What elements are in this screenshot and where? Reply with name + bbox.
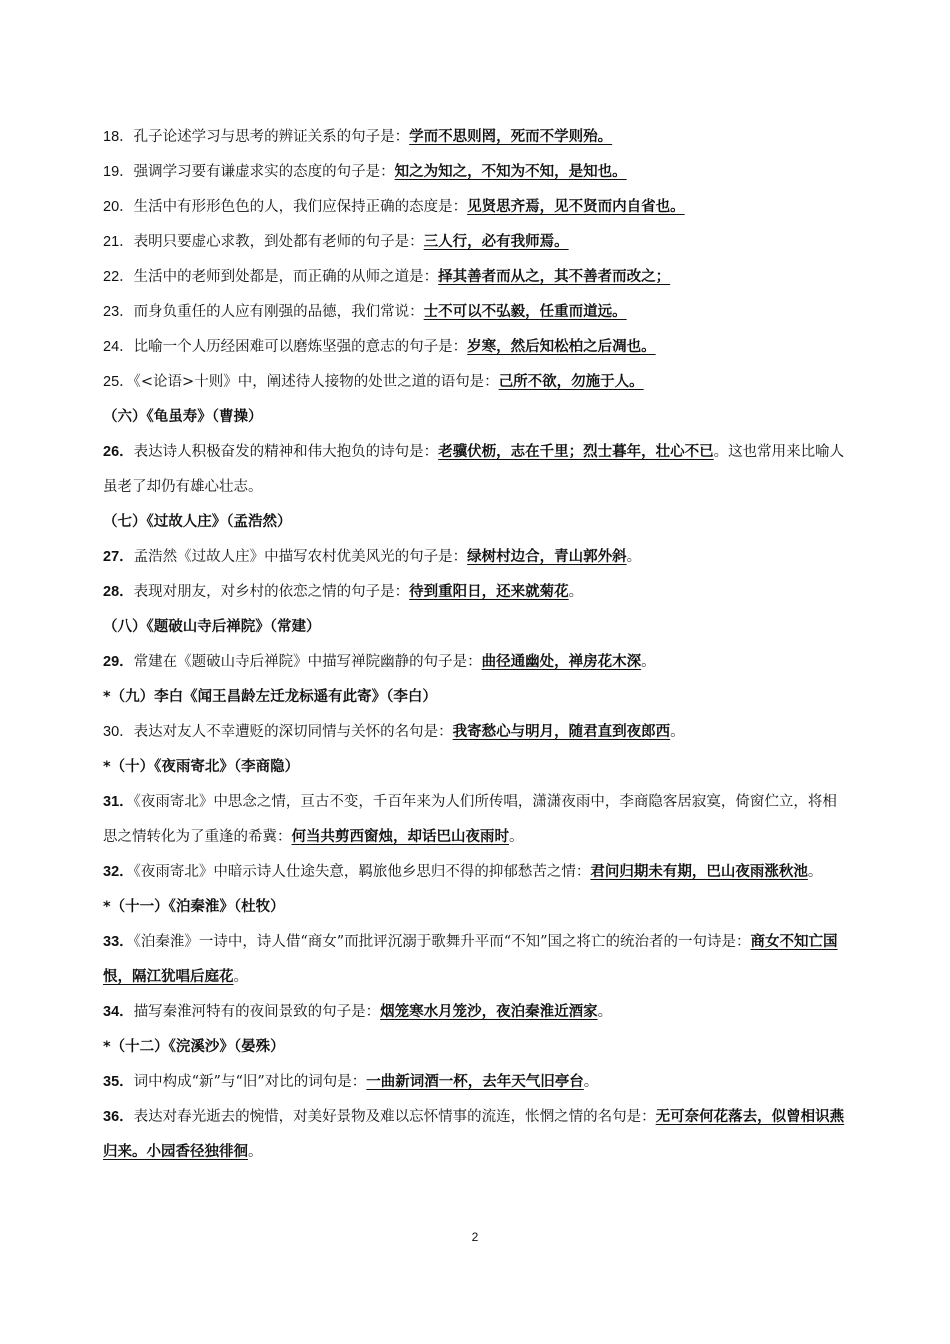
answer-text: 无可奈何花落去，似曾相识燕归来。小园香径独徘徊 [103, 1109, 845, 1160]
list-item: 36．表达对春光逝去的惋惜，对美好景物及难以忘怀情事的流连，怅惘之情的名句是：无可奈何花落去，似曾相识燕归来。小园香径独徘徊。 [103, 1109, 845, 1160]
question-text: 生活中的老师到处都是，而正确的从师之道是： [133, 269, 439, 285]
trailing-text: 。 [583, 1074, 599, 1090]
question-text: 而身负重任的人应有刚强的品德，我们常说： [133, 304, 424, 320]
section-heading: *（十）《夜雨寄北》（李商隐） [103, 759, 300, 775]
list-item: 32．《夜雨寄北》中暗示诗人仕途失意，羁旅他乡思归不得的抑郁愁苦之情：君问归期未有期，巴山夜雨涨秋池。 [103, 864, 823, 880]
answer-text: 岁寒，然后知松柏之后凋也。 [467, 339, 656, 355]
question-text: 《夜雨寄北》中思念之情，亘古不变，千百年来为人们所传唱，潇潇夜雨中，李商隐客居寂寞，倚窗伫立，将相思之情转化为了重逢的希冀： [103, 794, 837, 845]
page-number: 2 [471, 1230, 479, 1244]
list-item: 30．表达对友人不幸遭贬的深切同情与关怀的名句是：我寄愁心与明月，随君直到夜郎西。 [103, 724, 685, 740]
section-heading: *（十二）《浣溪沙》（晏殊） [103, 1039, 285, 1055]
question-text: 强调学习要有谦虚求实的态度的句子是： [133, 164, 395, 180]
answer-text: 我寄愁心与明月，随君直到夜郎西 [452, 724, 671, 740]
list-item: 20．生活中有形形色色的人，我们应保持正确的态度是：见贤思齐焉，见不贤而内自省也。 [103, 199, 685, 215]
list-item: 19．强调学习要有谦虚求实的态度的句子是：知之为知之，不知为不知，是知也。 [103, 164, 627, 180]
question-text: 《<论语>十则》中，阐述待人接物的处世之道的语句是： [133, 374, 499, 390]
answer-text: 己所不欲，勿施于人。 [498, 374, 644, 390]
answer-text: 三人行，必有我师焉。 [423, 234, 569, 250]
list-item: 23．而身负重任的人应有刚强的品德，我们常说：士不可以不弘毅，任重而道远。 [103, 304, 627, 320]
question-text: 表达对友人不幸遭贬的深切同情与关怀的名句是： [133, 724, 453, 740]
list-item: 34．描写秦淮河特有的夜间景致的句子是：烟笼寒水月笼沙，夜泊秦淮近酒家。 [103, 1004, 613, 1020]
answer-text: 曲径通幽处，禅房花木深 [481, 654, 642, 670]
answer-text: 择其善者而从之，其不善者而改之； [438, 269, 671, 285]
answer-text: 何当共剪西窗烛，却话巴山夜雨时 [291, 829, 509, 845]
trailing-text: 。 [509, 829, 524, 845]
list-item: 28．表现对朋友，对乡村的依恋之情的句子是：待到重阳日，还来就菊花。 [103, 584, 584, 600]
answer-text: 绿树村边合，青山郭外斜 [467, 549, 627, 565]
list-item: 26．表达诗人积极奋发的精神和伟大抱负的诗句是：老骥伏枥，志在千里；烈士暮年，壮心不已。这也常用来比喻人虽老了却仍有雄心壮志。 [103, 444, 845, 495]
trailing-text: 。 [641, 654, 656, 670]
list-item: 22．生活中的老师到处都是，而正确的从师之道是：择其善者而从之，其不善者而改之； [103, 269, 671, 285]
question-text: 孔子论述学习与思考的辨证关系的句子是： [133, 129, 410, 145]
list-item: 25．《<论语>十则》中，阐述待人接物的处世之道的语句是：己所不欲，勿施于人。 [103, 374, 644, 390]
question-text: 表达对春光逝去的惋惜，对美好景物及难以忘怀情事的流连，怅惘之情的名句是： [133, 1109, 656, 1125]
question-text: 词中构成“新”与“旧”对比的词句是： [133, 1074, 367, 1090]
answer-text: 待到重阳日，还来就菊花 [409, 584, 569, 600]
question-text: 《泊秦淮》一诗中，诗人借“商女”而批评沉溺于歌舞升平而“不知”国之将亡的统治者的一句诗是： [133, 934, 751, 950]
trailing-text: 。 [568, 584, 584, 600]
trailing-text: 。 [670, 724, 685, 740]
answer-text: 知之为知之，不知为不知，是知也。 [394, 164, 627, 180]
list-item: 33．《泊秦淮》一诗中，诗人借“商女”而批评沉溺于歌舞升平而“不知”国之将亡的统治者的一句诗是：商女不知亡国恨，隔江犹唱后庭花。 [103, 934, 838, 985]
trailing-text: 。 [233, 969, 248, 985]
answer-text: 商女不知亡国恨，隔江犹唱后庭花 [103, 934, 838, 985]
question-text: 《夜雨寄北》中暗示诗人仕途失意，羁旅他乡思归不得的抑郁愁苦之情： [133, 864, 591, 880]
question-text: 生活中有形形色色的人，我们应保持正确的态度是： [133, 199, 468, 215]
document-page [103, 120, 851, 1170]
list-item: 21．表明只要虚心求教，到处都有老师的句子是：三人行，必有我师焉。 [103, 234, 569, 250]
trailing-text: 。这也常用来比喻人虽老了却仍有雄心壮志。 [103, 444, 845, 495]
list-item: 31．《夜雨寄北》中思念之情，亘古不变，千百年来为人们所传唱，潇潇夜雨中，李商隐客居寂寞，倚窗伫立，将相思之情转化为了重逢的希冀：何当共剪西窗烛，却话巴山夜雨时。 [103, 794, 837, 845]
section-heading: （八）《题破山寺后禅院》（常建） [103, 619, 321, 635]
question-text: 表明只要虚心求教，到处都有老师的句子是： [133, 234, 424, 250]
list-item: 27．孟浩然《过故人庄》中描写农村优美风光的句子是：绿树村边合，青山郭外斜。 [103, 549, 642, 565]
section-heading: *（十一）《泊秦淮》（杜牧） [103, 899, 285, 915]
question-text: 孟浩然《过故人庄》中描写农村优美风光的句子是： [133, 549, 468, 565]
section-heading: （六）《龟虽寿》（曹操） [103, 409, 263, 425]
question-text: 常建在《题破山寺后禅院》中描写禅院幽静的句子是： [133, 654, 482, 670]
list-item: 35．词中构成“新”与“旧”对比的词句是：一曲新词酒一杯，去年天气旧亭台。 [103, 1074, 599, 1090]
answer-text: 老骥伏枥，志在千里；烈士暮年，壮心不已 [438, 444, 714, 460]
section-heading: （七）《过故人庄》（孟浩然） [103, 514, 292, 530]
answer-text: 士不可以不弘毅，任重而道远。 [423, 304, 627, 320]
answer-text: 一曲新词酒一杯，去年天气旧亭台 [366, 1074, 584, 1090]
question-text: 表现对朋友，对乡村的依恋之情的句子是： [133, 584, 410, 600]
trailing-text: 。 [597, 1004, 613, 1020]
trailing-text: 。 [626, 549, 642, 565]
list-item: 18．孔子论述学习与思考的辨证关系的句子是：学而不思则罔，死而不学则殆。 [103, 129, 613, 145]
answer-text: 烟笼寒水月笼沙，夜泊秦淮近酒家 [380, 1004, 598, 1020]
trailing-text: 。 [807, 864, 823, 880]
list-item: 29．常建在《题破山寺后禅院》中描写禅院幽静的句子是：曲径通幽处，禅房花木深。 [103, 654, 656, 670]
answer-text: 君问归期未有期，巴山夜雨涨秋池 [590, 864, 808, 880]
trailing-text: 。 [248, 1144, 263, 1160]
answer-text: 见贤思齐焉，见不贤而内自省也。 [467, 199, 685, 215]
answer-text: 学而不思则罔，死而不学则殆。 [409, 129, 613, 145]
question-text: 表达诗人积极奋发的精神和伟大抱负的诗句是： [133, 444, 439, 460]
question-text: 描写秦淮河特有的夜间景致的句子是： [133, 1004, 381, 1020]
section-heading: *（九）李白《闻王昌龄左迁龙标遥有此寄》（李白） [103, 689, 437, 705]
question-text: 比喻一个人历经困难可以磨炼坚强的意志的句子是： [133, 339, 468, 355]
list-item: 24．比喻一个人历经困难可以磨炼坚强的意志的句子是：岁寒，然后知松柏之后凋也。 [103, 339, 656, 355]
